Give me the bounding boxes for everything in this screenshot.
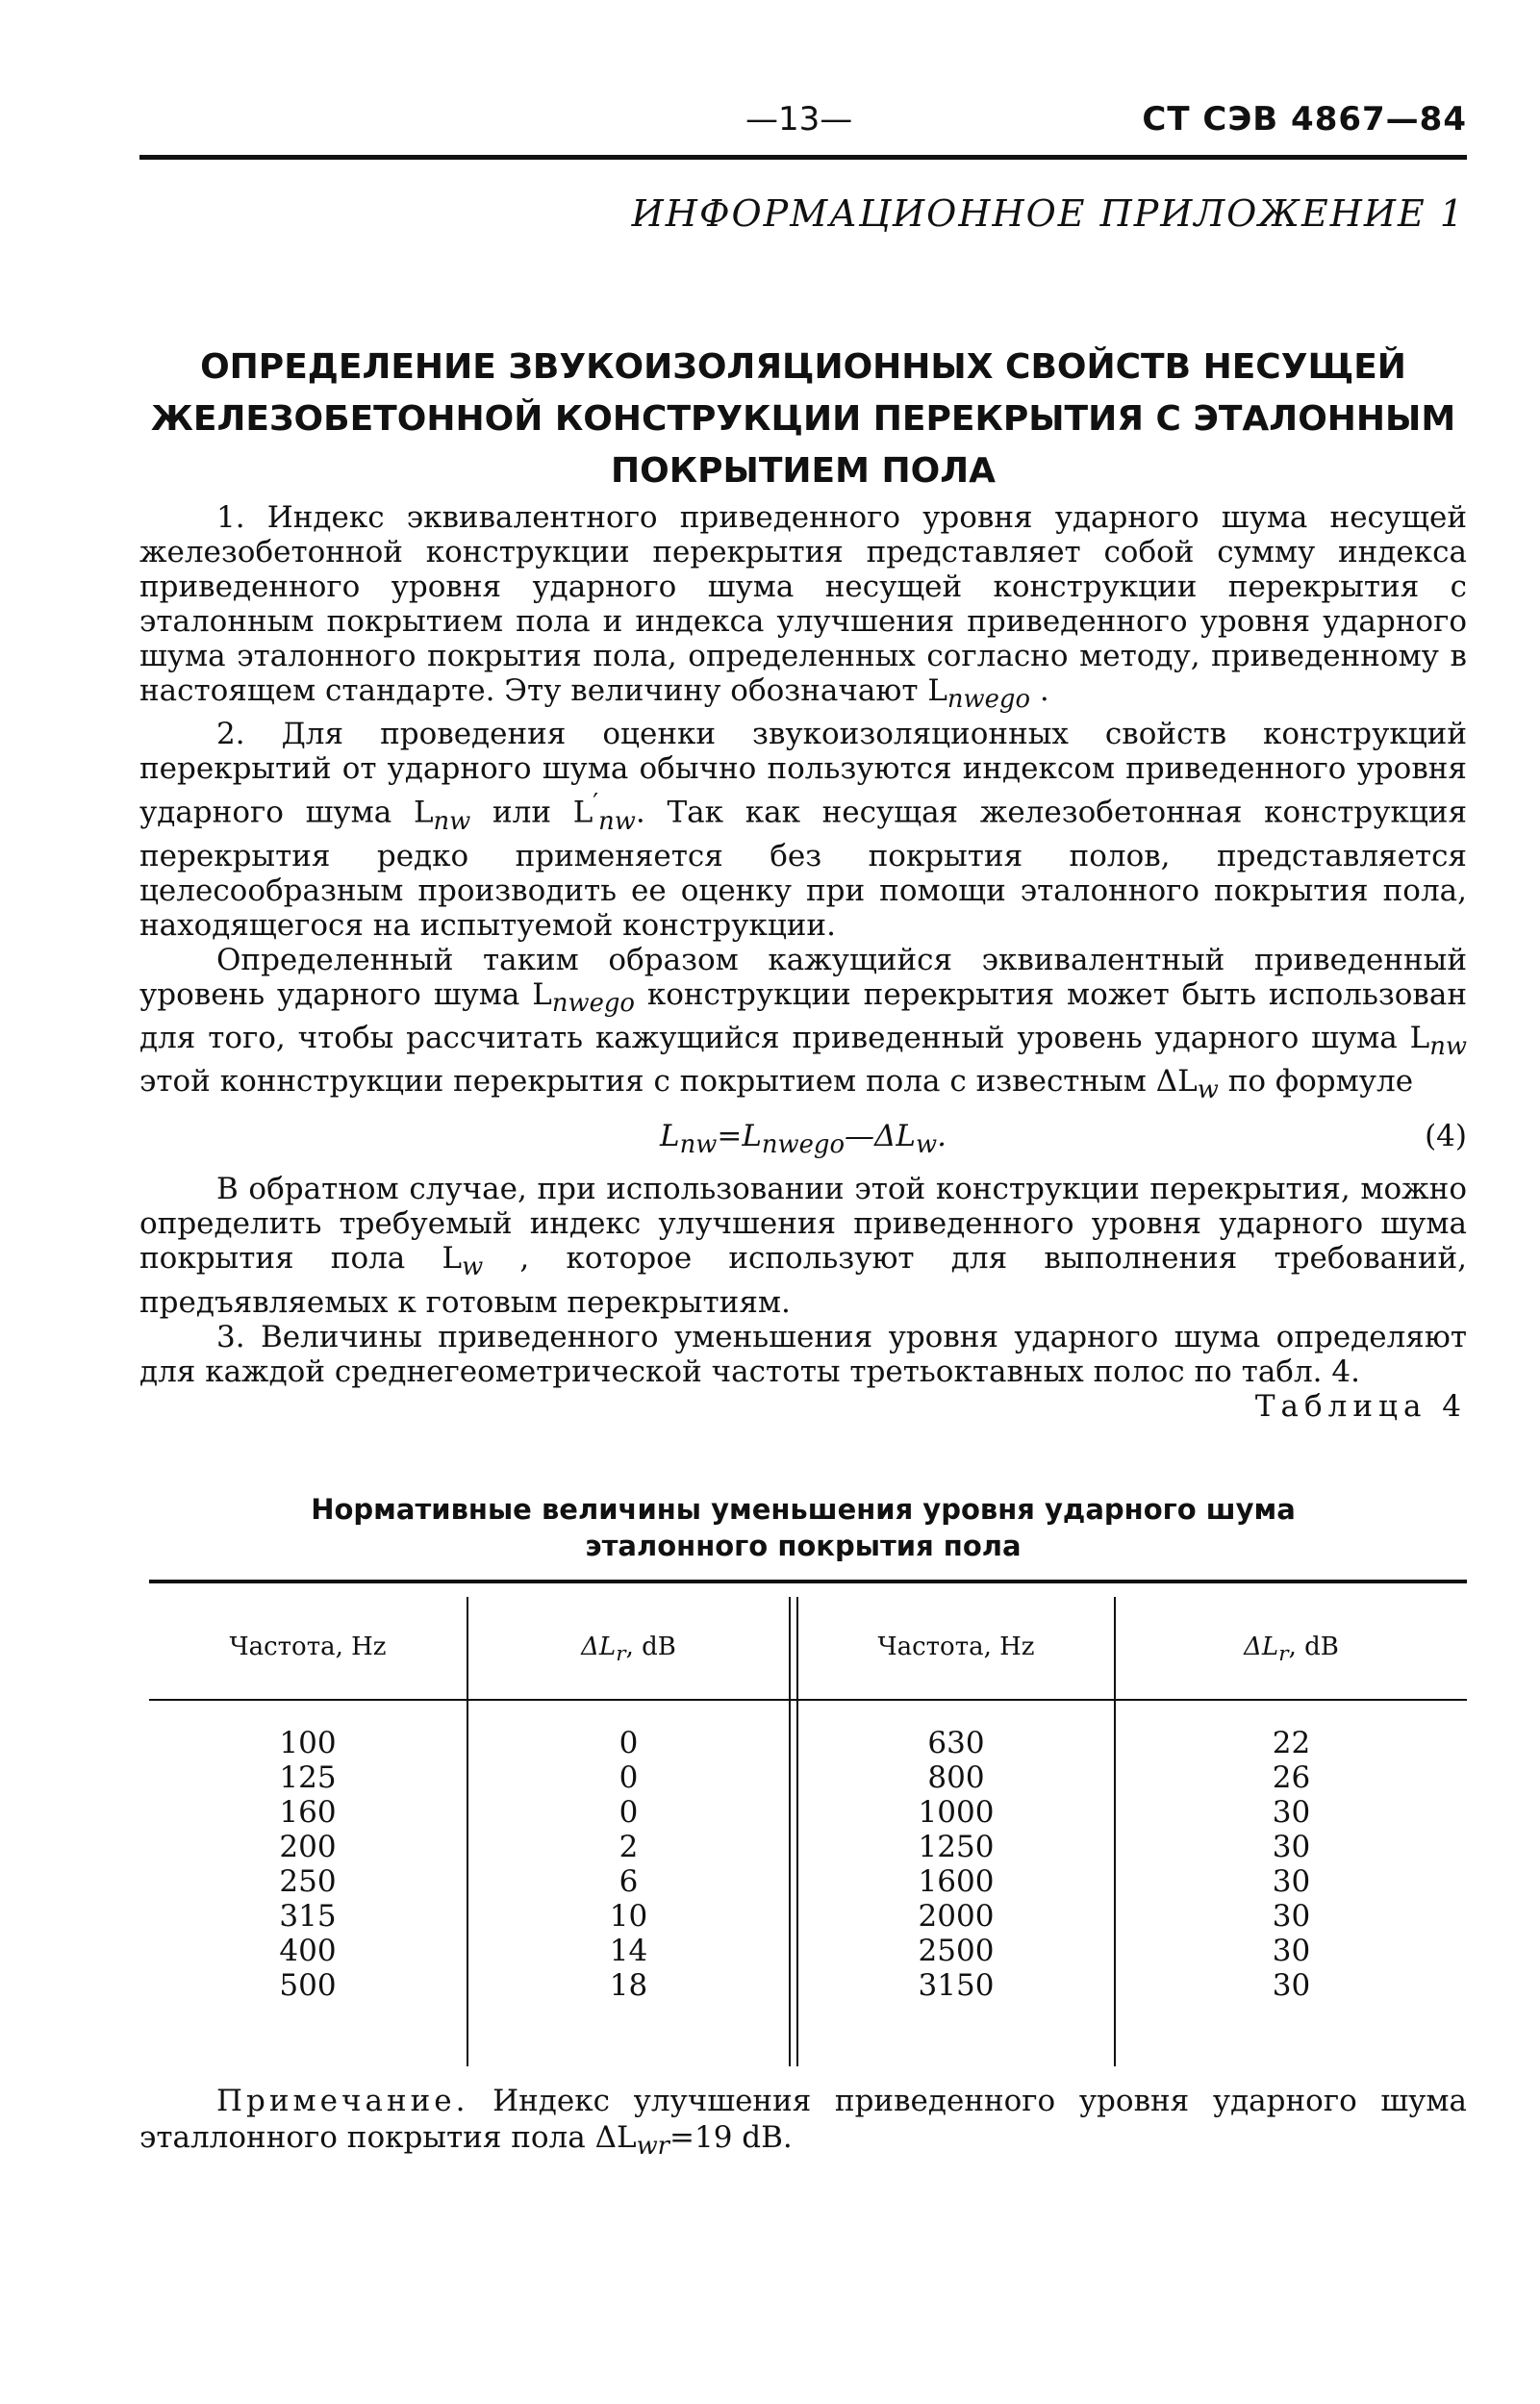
table-cell: 800 bbox=[927, 1760, 985, 1795]
table-cell: 30 bbox=[1272, 1968, 1311, 2003]
table-cell: 30 bbox=[1272, 1899, 1311, 1934]
table-cell: 1600 bbox=[918, 1864, 995, 1899]
table-cell: 10 bbox=[609, 1899, 648, 1934]
table-cell: 0 bbox=[619, 1760, 639, 1795]
body-text bbox=[139, 500, 1467, 1424]
table-cell: 2500 bbox=[918, 1934, 995, 1968]
column-delta-l-1 bbox=[468, 1726, 789, 2003]
table-cell: 0 bbox=[619, 1726, 639, 1760]
section-title bbox=[139, 342, 1467, 497]
column-delta-l-2 bbox=[1116, 1726, 1467, 2003]
table-cell: 1000 bbox=[918, 1795, 995, 1830]
page-header bbox=[139, 92, 1467, 150]
table-cell: 100 bbox=[279, 1726, 337, 1760]
column-frequency-2 bbox=[798, 1726, 1114, 2003]
paragraph-3: Определенный таким образом кажущийся эквивалентный приведенный уровень ударного шума $L_{nwego}$ конструкции перекрытия может быть использован для того, чтобы рассчитать кажущийся приведенный уровень ударного шума $L_{nw}$ этой коннструкции перекрытия с покрытием пола с известным $\Delta L_w$ по формуле bbox=[139, 942, 1467, 1105]
paragraph-2: 2. Для проведения оценки звукоизоляционных свойств конструкций перекрытий от ударного шума обычно пользуются индексом приведенного уровня ударного шума $L_{nw}$ или $L'_{nw}$. Так как несущая железобетонная конструкция перекрытия редко применяется без покрытия полов, представляется целесообразным производить ее оценку при помощи эталонного покрытия пола, находящегося на испытуемой конструкции. bbox=[139, 717, 1467, 943]
table-cell: 30 bbox=[1272, 1934, 1311, 1968]
paragraph-4: В обратном случае, при использовании этой конструкции перекрытия, можно определить требуемый индекс улучшения приведенного уровня ударного шума покрытия пола $L_w$ , которое используют для выполнения требований, предъявляемых к готовым перекрытиям. bbox=[139, 1172, 1467, 1320]
title-line-2: ЖЕЛЕЗОБЕТОННОЙ КОНСТРУКЦИИ ПЕРЕКРЫТИЯ С ЭТАЛОННЫМ bbox=[150, 399, 1456, 439]
paragraph-1: 1. Индекс эквивалентного приведенного уровня ударного шума несущей железобетонной конструкции перекрытия представляет собой сумму индекса приведенного уровня ударного шума несущей конструкции перекрытия с эталонным покрытием пола и индекса улучшения приведенного уровня ударного шума эталонного покрытия пола, определенных согласно методу, приведенному в настоящем стандарте. Эту величину обозначают $L_{nwego}$ . bbox=[139, 500, 1467, 715]
table-note: Примечание. Индекс улучшения приведенного уровня ударного шума эталлонного покрытия пола $\Delta L_{wr}=19$ dB. bbox=[139, 2084, 1467, 2162]
formula-number: (4) bbox=[1425, 1119, 1467, 1154]
table-cell: 30 bbox=[1272, 1864, 1311, 1899]
header-delta-l-1: $\Delta L_r$, dB bbox=[581, 1632, 676, 1667]
note-text: Индекс улучшения приведенного уровня ударного шума эталлонного покрытия пола ΔL bbox=[139, 2084, 1467, 2155]
table-cell: 6 bbox=[619, 1864, 639, 1899]
column-divider-2a bbox=[789, 1597, 791, 2066]
table-header-rule bbox=[149, 1699, 1467, 1701]
table-title-line-1: Нормативные величины уменьшения уровня ударного шума bbox=[311, 1493, 1296, 1526]
header-delta-l-2: $\Delta L_r$, dB bbox=[1244, 1632, 1339, 1667]
header-frequency-2: Частота, Hz bbox=[877, 1632, 1035, 1661]
table-cell: 160 bbox=[279, 1795, 337, 1830]
note-label: Примечание. bbox=[216, 2084, 469, 2118]
table-cell: 3150 bbox=[918, 1968, 995, 2003]
table-cell: 2000 bbox=[918, 1899, 995, 1934]
document-code: СТ СЭВ 4867—84 bbox=[1142, 100, 1467, 139]
title-line-1: ОПРЕДЕЛЕНИЕ ЗВУКОИЗОЛЯЦИОННЫХ СВОЙСТВ НЕСУЩЕЙ bbox=[200, 347, 1406, 387]
data-table bbox=[149, 1580, 1467, 2066]
header-rule bbox=[139, 155, 1467, 160]
table-cell: 30 bbox=[1272, 1795, 1311, 1830]
paragraph-5: 3. Величины приведенного уменьшения уровня ударного шума определяют для каждой среднегеометрической частоты третьоктавных полос по табл. 4. bbox=[139, 1319, 1467, 1389]
page-number: —13— bbox=[745, 100, 853, 139]
header-frequency-1: Частота, Hz bbox=[229, 1632, 387, 1661]
table-cell: 125 bbox=[279, 1760, 337, 1795]
table-cell: 315 bbox=[279, 1899, 337, 1934]
table-cell: 22 bbox=[1272, 1726, 1311, 1760]
table-cell: 30 bbox=[1272, 1830, 1311, 1864]
table-cell: 26 bbox=[1272, 1760, 1311, 1795]
table-cell: 200 bbox=[279, 1830, 337, 1864]
table-title-line-2: эталонного покрытия пола bbox=[585, 1530, 1022, 1562]
table-title bbox=[139, 1491, 1467, 1564]
table-cell: 630 bbox=[927, 1726, 985, 1760]
table-cell: 18 bbox=[609, 1968, 648, 2003]
appendix-label: ИНФОРМАЦИОННОЕ ПРИЛОЖЕНИЕ 1 bbox=[631, 192, 1465, 235]
title-line-3: ПОКРЫТИЕМ ПОЛА bbox=[611, 451, 996, 491]
table-label: Таблица 4 bbox=[1254, 1388, 1467, 1424]
table-top-rule bbox=[149, 1580, 1467, 1583]
table-cell: 0 bbox=[619, 1795, 639, 1830]
table-cell: 250 bbox=[279, 1864, 337, 1899]
table-cell: 1250 bbox=[918, 1830, 995, 1864]
formula-4: $L_{nw}=L_{nwego}—\Delta L_w$. (4) bbox=[660, 1119, 1467, 1160]
table-cell: 400 bbox=[279, 1934, 337, 1968]
table-cell: 2 bbox=[619, 1830, 639, 1864]
table-cell: 14 bbox=[609, 1934, 648, 1968]
column-frequency-1 bbox=[149, 1726, 467, 2003]
table-cell: 500 bbox=[279, 1968, 337, 2003]
